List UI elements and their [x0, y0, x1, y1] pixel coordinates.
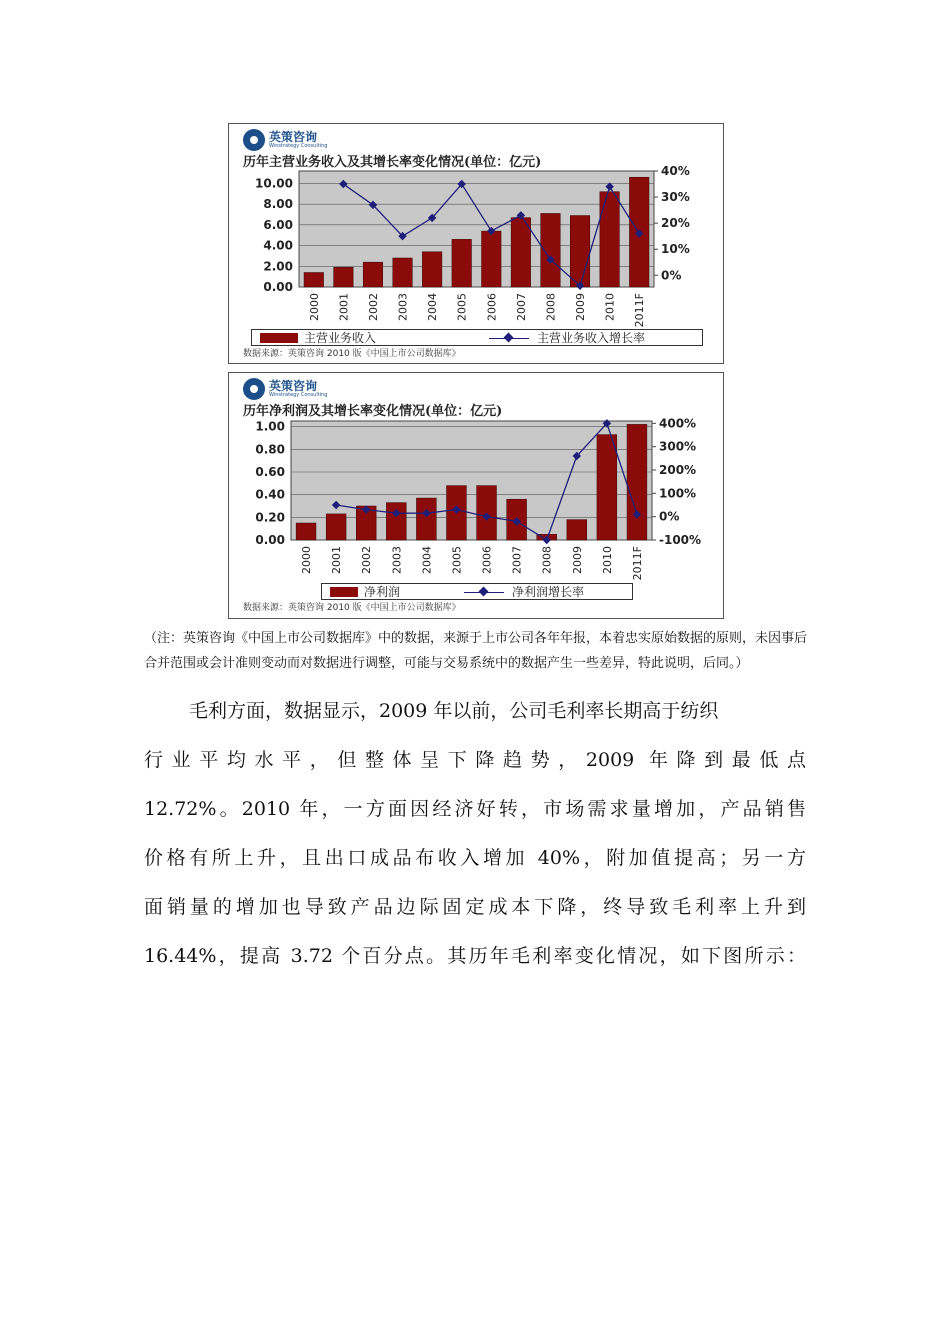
y-axis-right-tick: 0%	[661, 268, 682, 283]
paragraph-line: 面销量的增加也导致产品边际固定成本下降，终导致毛利率上升到	[144, 896, 806, 918]
chart-legend	[321, 583, 633, 600]
legend-line-label: 主营业务收入增长率	[537, 331, 646, 345]
paragraph-line: 毛利方面，数据显示，2009 年以前，公司毛利率长期高于纺织	[189, 700, 719, 722]
x-axis-tick: 2001	[330, 546, 344, 574]
legend-line-label: 净利润增长率	[512, 585, 585, 599]
net-profit-chart	[228, 372, 724, 619]
y-axis-left-tick: 0.40	[255, 487, 285, 502]
paragraph-line: 行业平均水平，但整体呈下降趋势，2009 年降到最低点	[144, 749, 806, 771]
body-paragraph	[144, 687, 806, 981]
brand-name-en: Winstrategy Consulting	[269, 392, 328, 398]
chart-title: 历年净利润及其增长率变化情况(单位：亿元)	[243, 404, 503, 419]
bar	[627, 424, 647, 540]
y-axis-left-tick: 1.00	[255, 419, 285, 434]
bar	[363, 262, 383, 287]
y-axis-left-tick: 0.20	[255, 510, 285, 525]
y-axis-right-tick: -100%	[659, 533, 702, 547]
legend-bar-swatch	[330, 587, 358, 597]
chart-plot	[229, 373, 723, 618]
x-axis-tick: 2010	[600, 546, 614, 574]
bar	[393, 258, 413, 287]
chart-source: 数据来源：英策咨询 2010 版《中国上市公司数据库》	[243, 349, 461, 359]
x-axis-tick: 2000	[300, 546, 314, 574]
brand-name: 英策咨询	[269, 379, 318, 393]
x-axis-tick: 2009	[570, 546, 584, 574]
paragraph-line: 12.72%。2010 年，一方面因经济好转，市场需求量增加，产品销售	[144, 798, 806, 820]
x-axis-tick: 2005	[455, 293, 469, 321]
x-axis-tick: 2006	[480, 546, 494, 574]
legend-line-marker-icon	[464, 587, 504, 597]
y-axis-right-tick: 40%	[661, 164, 690, 178]
legend-line-marker-icon	[489, 333, 529, 343]
y-axis-left-tick: 0.80	[255, 442, 285, 457]
x-axis-tick: 2003	[396, 293, 410, 321]
bar	[326, 514, 346, 540]
y-axis-right-tick: 300%	[659, 439, 697, 454]
legend-bar-label: 净利润	[364, 585, 401, 599]
legend-bar-label: 主营业务收入	[304, 331, 377, 345]
bar	[511, 218, 531, 287]
x-axis-tick: 2003	[390, 546, 404, 574]
legend-bar-swatch	[260, 333, 298, 343]
paragraph-line: 16.44%，提高 3.72 个百分点。其历年毛利率变化情况，如下图所示：	[144, 945, 806, 967]
bar	[304, 273, 324, 288]
y-axis-right-tick: 200%	[659, 463, 697, 477]
x-axis-tick: 2002	[360, 546, 374, 574]
y-axis-left-tick: 4.00	[263, 238, 293, 253]
bar	[296, 523, 316, 540]
y-axis-right-tick: 10%	[661, 242, 690, 257]
x-axis-tick: 2004	[420, 546, 434, 574]
bar	[452, 239, 472, 287]
y-axis-right-tick: 20%	[661, 216, 690, 231]
x-axis-tick: 2009	[574, 293, 588, 321]
bar	[570, 216, 590, 287]
y-axis-right-tick: 100%	[659, 486, 697, 501]
brand-name-en: Winstrategy Consulting	[269, 143, 328, 149]
y-axis-right-tick: 30%	[661, 190, 690, 205]
y-axis-left-tick: 8.00	[263, 197, 293, 212]
x-axis-tick: 2005	[450, 546, 464, 574]
x-axis-tick: 2011F	[630, 546, 644, 581]
x-axis-tick: 2002	[366, 293, 380, 321]
bar	[416, 498, 436, 540]
x-axis-tick: 2007	[514, 293, 528, 321]
x-axis-tick: 2004	[426, 293, 440, 321]
y-axis-left-tick: 0.00	[255, 533, 285, 547]
bar	[600, 192, 620, 287]
bar	[334, 267, 354, 287]
x-axis-tick: 2011F	[633, 293, 647, 328]
y-axis-left-tick: 0.60	[255, 465, 285, 479]
bar	[422, 252, 442, 287]
y-axis-right-tick: 0%	[659, 509, 680, 524]
x-axis-tick: 2008	[544, 293, 558, 321]
chart-plot	[229, 124, 723, 363]
y-axis-left-tick: 0.00	[263, 280, 293, 294]
revenue-chart	[228, 123, 724, 364]
x-axis-tick: 2008	[540, 546, 554, 574]
y-axis-left-tick: 2.00	[263, 259, 293, 274]
y-axis-right-tick: 400%	[659, 416, 697, 431]
x-axis-tick: 2006	[485, 293, 499, 321]
brand-name: 英策咨询	[269, 130, 318, 144]
chart-title: 历年主营业务收入及其增长率变化情况(单位：亿元)	[243, 155, 542, 170]
x-axis-tick: 2001	[337, 293, 351, 321]
bar	[386, 503, 406, 540]
data-note: （注：英策咨询《中国上市公司数据库》中的数据，来源于上市公司各年年报，本着忠实原始数据的原则，未因事后合并范围或会计准则变动而对数据进行调整，可能与交易系统中的数据产生一些差异，特此说明，后同。）	[144, 631, 808, 671]
x-axis-tick: 2010	[603, 293, 617, 321]
paragraph-line: 价格有所上升，且出口成品布收入增加 40%，附加值提高；另一方	[144, 847, 806, 869]
bar	[567, 520, 587, 540]
x-axis-tick: 2007	[510, 546, 524, 574]
x-axis-tick: 2000	[307, 293, 321, 321]
y-axis-left-tick: 10.00	[255, 176, 293, 191]
y-axis-left-tick: 6.00	[263, 217, 293, 232]
bar	[597, 435, 617, 540]
chart-legend	[251, 329, 703, 346]
chart-source: 数据来源：英策咨询 2010 版《中国上市公司数据库》	[243, 603, 461, 613]
bar	[482, 231, 502, 287]
